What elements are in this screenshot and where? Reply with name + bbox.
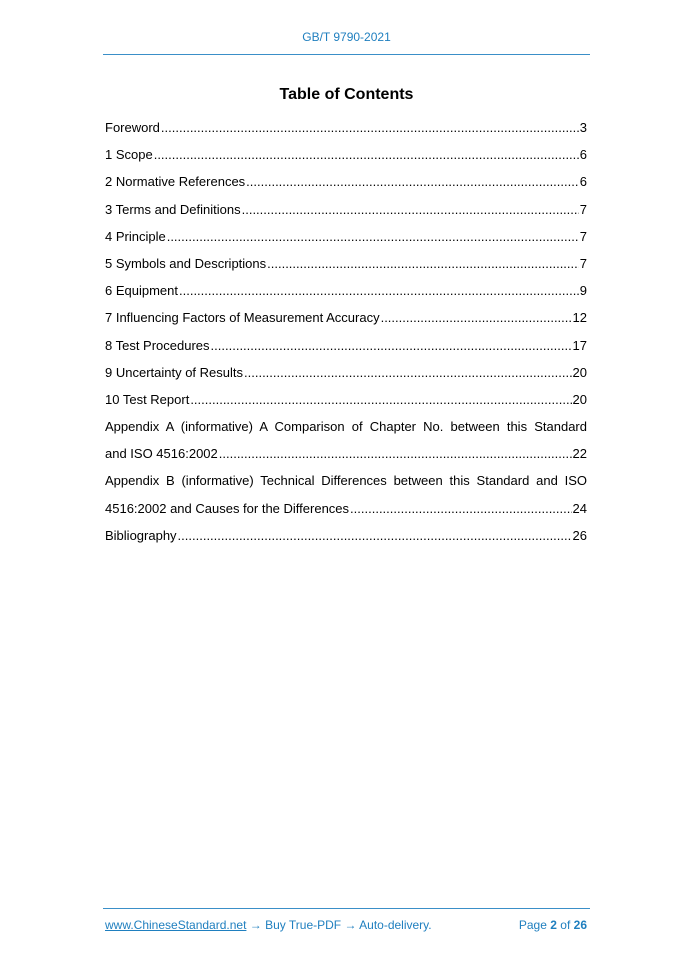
header-divider <box>103 54 590 55</box>
toc-entry-label: 4516:2002 and Causes for the Differences <box>105 500 350 516</box>
toc-entry-test-report[interactable] <box>105 390 587 417</box>
toc-entry-label: 1 Scope <box>105 147 153 163</box>
toc-entry-scope[interactable] <box>105 145 587 172</box>
toc-entry-principle[interactable] <box>105 227 587 254</box>
page-footer <box>105 918 587 932</box>
toc-leader-dots <box>161 118 579 137</box>
toc-entry-label: 6 Equipment <box>105 283 178 299</box>
toc-entry-influencing-factors[interactable] <box>105 308 587 335</box>
toc-entry-label: 2 Normative References <box>105 174 246 190</box>
toc-entry-label: Foreword <box>105 120 160 135</box>
toc-entry-label: 4 Principle <box>105 228 166 244</box>
footer-divider <box>103 908 590 909</box>
toc-title: Table of Contents <box>279 86 414 103</box>
toc-entry-normative-references[interactable] <box>105 172 587 199</box>
standard-code: GB/T 9790-2021 <box>302 30 391 44</box>
toc-entry-appendix-a-line1[interactable]: Appendix A (informative) A Comparison of Chapter No. between this Standard <box>105 419 587 435</box>
toc-leader-dots <box>219 444 572 463</box>
buy-pdf-text: Buy True-PDF <box>265 918 342 932</box>
page-prefix: Page <box>518 918 547 932</box>
toc-leader-dots <box>350 499 571 518</box>
toc-entry-label: 10 Test Report <box>105 391 190 407</box>
toc-entry-appendix-b[interactable] <box>105 499 587 526</box>
toc-entry-label: Bibliography <box>105 527 177 543</box>
toc-leader-dots <box>381 308 572 327</box>
toc-entry-appendix-a[interactable] <box>105 444 587 471</box>
auto-delivery-text: Auto-delivery. <box>359 918 432 932</box>
website-link[interactable]: www.ChineseStandard.net <box>105 918 247 932</box>
toc-entry-page: 7 <box>579 255 587 271</box>
page-header <box>0 30 693 44</box>
page-of: of <box>560 918 571 932</box>
toc-leader-dots <box>267 254 579 273</box>
page-current: 2 <box>550 918 557 932</box>
toc-entry-bibliography[interactable] <box>105 526 587 553</box>
toc-leader-dots <box>167 227 579 246</box>
toc-leader-dots <box>154 145 579 164</box>
toc-entry-page: 22 <box>572 446 587 462</box>
toc-entry-label: 9 Uncertainty of Results <box>105 364 244 380</box>
arrow-right-icon: → <box>246 918 266 932</box>
toc-entry-page: 12 <box>572 310 587 326</box>
toc-entry-page: 6 <box>579 174 587 190</box>
toc-list <box>105 118 587 553</box>
toc-entry-page: 9 <box>579 283 587 299</box>
page-number <box>519 918 587 932</box>
toc-leader-dots <box>244 363 572 382</box>
toc-entry-page: 7 <box>579 228 587 244</box>
toc-leader-dots <box>242 200 579 219</box>
toc-entry-foreword[interactable] <box>105 118 587 145</box>
toc-leader-dots <box>179 281 579 300</box>
page-total: 26 <box>573 918 587 932</box>
toc-leader-dots <box>211 336 572 355</box>
toc-entry-symbols[interactable] <box>105 254 587 281</box>
toc-entry-label: 3 Terms and Definitions <box>105 201 241 217</box>
toc-leader-dots <box>178 526 572 545</box>
toc-entry-appendix-b-line1[interactable]: Appendix B (informative) Technical Differences between this Standard and ISO <box>105 473 587 489</box>
footer-promo <box>105 918 432 932</box>
toc-entry-terms-definitions[interactable] <box>105 200 587 227</box>
toc-entry-label: 5 Symbols and Descriptions <box>105 255 267 271</box>
toc-leader-dots <box>246 172 579 191</box>
toc-entry-page: 17 <box>572 337 587 353</box>
arrow-right-icon: → <box>341 918 360 932</box>
toc-leader-dots <box>190 390 571 409</box>
toc-entry-page: 20 <box>572 364 587 380</box>
toc-entry-test-procedures[interactable] <box>105 336 587 363</box>
toc-entry-page: 24 <box>572 500 587 516</box>
toc-entry-page: 6 <box>579 147 587 163</box>
toc-entry-equipment[interactable] <box>105 281 587 308</box>
toc-entry-label: and ISO 4516:2002 <box>105 446 218 462</box>
toc-entry-uncertainty[interactable] <box>105 363 587 390</box>
toc-entry-label: 7 Influencing Factors of Measurement Accuracy <box>105 310 380 326</box>
toc-entry-page: 20 <box>572 391 587 407</box>
toc-entry-page: 3 <box>579 120 587 135</box>
toc-entry-page: 7 <box>579 201 587 217</box>
toc-entry-page: 26 <box>572 527 587 543</box>
toc-entry-label: 8 Test Procedures <box>105 337 210 353</box>
